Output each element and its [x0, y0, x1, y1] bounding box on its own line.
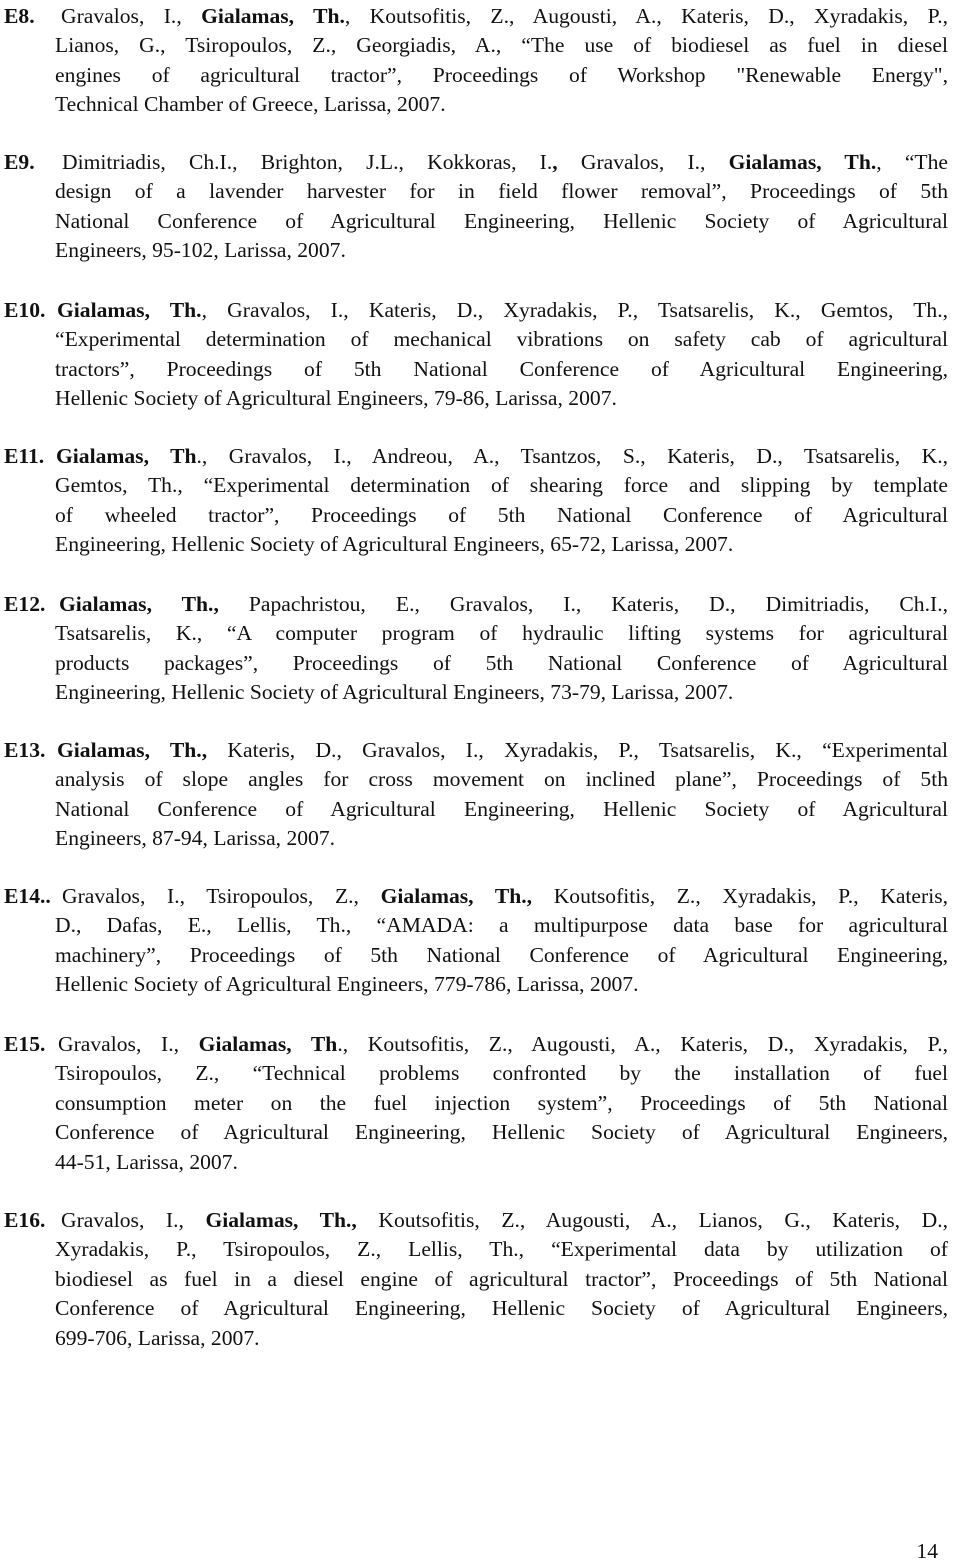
reference-text: biodiesel as fuel in a diesel engine of agricultural tractor”, Proceedings of 5th National [55, 1266, 948, 1291]
reference-text: Kateris, D., Gravalos, I., Xyradakis, P., Tsatsarelis, K., “Experimental [207, 738, 949, 762]
reference-number: E13. [4, 738, 46, 762]
reference-entry [4, 296, 948, 414]
reference-text: of wheeled tractor”, Proceedings of 5th National Conference of Agricultural [55, 502, 948, 527]
reference-text: Engineers, 87-94, Larissa, 2007. [55, 826, 336, 851]
reference-number: E10. [4, 298, 46, 322]
reference-line [4, 1265, 948, 1294]
reference-entry [4, 2, 948, 120]
reference-text: Koutsofitis, Z., Xyradakis, P., Kateris, [532, 884, 948, 908]
reference-text: tractors”, Proceedings of 5th National Conference of Agricultural Engineering, [55, 356, 948, 381]
reference-line [4, 795, 948, 824]
reference-line [4, 148, 948, 177]
reference-line [4, 471, 948, 500]
reference-text: ., Gravalos, I., Andreou, A., Tsantzos, S., Kateris, D., Tsatsarelis, K., [196, 444, 948, 468]
reference-text: Gravalos, I., [61, 4, 202, 28]
reference-line [4, 941, 948, 970]
reference-number: E14.. [4, 884, 51, 908]
reference-line [4, 1294, 948, 1323]
author-highlight: Gialamas, Th. [201, 4, 345, 28]
reference-text: Gemtos, Th., “Experimental determination of shearing force and slipping by template [55, 473, 948, 498]
reference-text: , Koutsofitis, Z., Augousti, A., Kateris, D., Xyradakis, P., [344, 4, 948, 28]
reference-text: engines of agricultural tractor”, Proceedings of Workshop "Renewable Energy", [55, 62, 948, 87]
reference-entry [4, 148, 948, 266]
reference-number: E11. [4, 444, 45, 468]
author-highlight: Gialamas, Th. [57, 298, 202, 322]
reference-line [4, 649, 948, 678]
reference-text: Engineering, Hellenic Society of Agricultural Engineers, 73-79, Larissa, 2007. [55, 680, 734, 705]
reference-line [4, 911, 948, 940]
reference-line [4, 31, 948, 60]
author-highlight: Gialamas, Th., [205, 1208, 357, 1232]
reference-text: National Conference of Agricultural Engineering, Hellenic Society of Agricultural [55, 796, 948, 821]
reference-text: National Conference of Agricultural Engineering, Hellenic Society of Agricultural [55, 208, 948, 233]
reference-line [4, 325, 948, 354]
reference-text: analysis of slope angles for cross movement on inclined plane”, Proceedings of 5th [55, 767, 948, 792]
reference-text: Tsiropoulos, Z., “Technical problems confronted by the installation of fuel [55, 1061, 948, 1086]
reference-text: Koutsofitis, Z., Augousti, A., Lianos, G., Kateris, D., [356, 1208, 948, 1232]
author-highlight: , [552, 150, 558, 174]
reference-line [4, 501, 948, 530]
reference-line [4, 765, 948, 794]
reference-line [4, 177, 948, 206]
author-highlight: Gialamas, Th [56, 444, 197, 468]
reference-text: 44-51, Larissa, 2007. [55, 1149, 238, 1174]
reference-text: Lianos, G., Tsiropoulos, Z., Georgiadis, A., “The use of biodiesel as fuel in diesel [55, 33, 948, 58]
reference-text: , Gravalos, I., Kateris, D., Xyradakis, P., Tsatsarelis, K., Gemtos, Th., [201, 298, 949, 322]
reference-line [4, 384, 948, 413]
author-highlight: Gialamas, Th., [57, 738, 208, 762]
reference-text: Papachristou, E., Gravalos, I., Kateris, D., Dimitriadis, Ch.I., [218, 592, 948, 616]
reference-line [4, 1059, 948, 1088]
reference-entry [4, 442, 948, 560]
reference-text: ., Koutsofitis, Z., Augousti, A., Kateris, D., Xyradakis, P., [337, 1032, 948, 1056]
reference-text: Dimitriadis, Ch.I., Brighton, J.L., Kokkoras, I. [62, 150, 553, 174]
page-number: 14 [916, 1539, 938, 1563]
reference-line [4, 678, 948, 707]
reference-number: E12. [4, 592, 46, 616]
reference-number: E9. [4, 150, 35, 174]
reference-text: Technical Chamber of Greece, Larissa, 2007. [55, 92, 446, 117]
reference-entry [4, 1206, 948, 1353]
reference-text: Engineering, Hellenic Society of Agricultural Engineers, 65-72, Larissa, 2007. [55, 532, 734, 557]
reference-entry [4, 882, 948, 1000]
reference-text: consumption meter on the fuel injection system”, Proceedings of 5th National [55, 1090, 948, 1115]
reference-text: Hellenic Society of Agricultural Engineers, 79-86, Larissa, 2007. [55, 386, 617, 411]
reference-entry [4, 736, 948, 854]
reference-text: Hellenic Society of Agricultural Engineers, 779-786, Larissa, 2007. [55, 972, 639, 997]
reference-line [4, 736, 948, 765]
reference-line [4, 1118, 948, 1147]
reference-line [4, 882, 948, 911]
reference-line [4, 1206, 948, 1235]
reference-line [4, 236, 948, 265]
reference-line [4, 1324, 948, 1353]
reference-line [4, 824, 948, 853]
reference-text: “Experimental determination of mechanical vibrations on safety cab of agricultural [55, 327, 948, 352]
reference-line [4, 1148, 948, 1177]
reference-text: Gravalos, I., [61, 1208, 206, 1232]
reference-line [4, 90, 948, 119]
reference-number: E16. [4, 1208, 46, 1232]
reference-text: D., Dafas, E., Lellis, Th., “AMADA: a multipurpose data base for agricultural [55, 913, 948, 938]
reference-line [4, 619, 948, 648]
author-highlight: Gialamas, Th [198, 1032, 338, 1056]
reference-text: design of a lavender harvester for in field flower removal”, Proceedings of 5th [55, 179, 948, 204]
reference-text: Engineers, 95-102, Larissa, 2007. [55, 238, 346, 263]
reference-line [4, 1030, 948, 1059]
reference-text: Conference of Agricultural Engineering, Hellenic Society of Agricultural Engineers, [55, 1296, 948, 1321]
reference-line [4, 355, 948, 384]
reference-line [4, 61, 948, 90]
reference-text: products packages”, Proceedings of 5th National Conference of Agricultural [55, 650, 948, 675]
author-highlight: Gialamas, Th., [380, 884, 533, 908]
reference-number: E15. [4, 1032, 46, 1056]
reference-line [4, 1235, 948, 1264]
reference-text: Gravalos, I., Tsiropoulos, Z., [62, 884, 381, 908]
reference-text: machinery”, Proceedings of 5th National Conference of Agricultural Engineering, [55, 942, 948, 967]
reference-line [4, 2, 948, 31]
reference-line [4, 296, 948, 325]
reference-line [4, 1089, 948, 1118]
reference-line [4, 207, 948, 236]
reference-line [4, 442, 948, 471]
reference-line [4, 530, 948, 559]
reference-entry [4, 1030, 948, 1177]
reference-text: Gravalos, I., [557, 150, 729, 174]
reference-text: , “The [876, 150, 949, 174]
reference-text: Conference of Agricultural Engineering, Hellenic Society of Agricultural Engineers, [55, 1120, 948, 1145]
reference-entry [4, 590, 948, 708]
reference-text: 699-706, Larissa, 2007. [55, 1325, 260, 1350]
reference-number: E8. [4, 4, 35, 28]
reference-line [4, 970, 948, 999]
author-highlight: Gialamas, Th., [59, 592, 219, 616]
reference-text: Tsatsarelis, K., “A computer program of hydraulic lifting systems for agricultural [55, 621, 948, 646]
reference-text: Gravalos, I., [58, 1032, 199, 1056]
reference-line [4, 590, 948, 619]
author-highlight: Gialamas, Th. [728, 150, 877, 174]
reference-text: Xyradakis, P., Tsiropoulos, Z., Lellis, Th., “Experimental data by utilization of [55, 1237, 948, 1262]
